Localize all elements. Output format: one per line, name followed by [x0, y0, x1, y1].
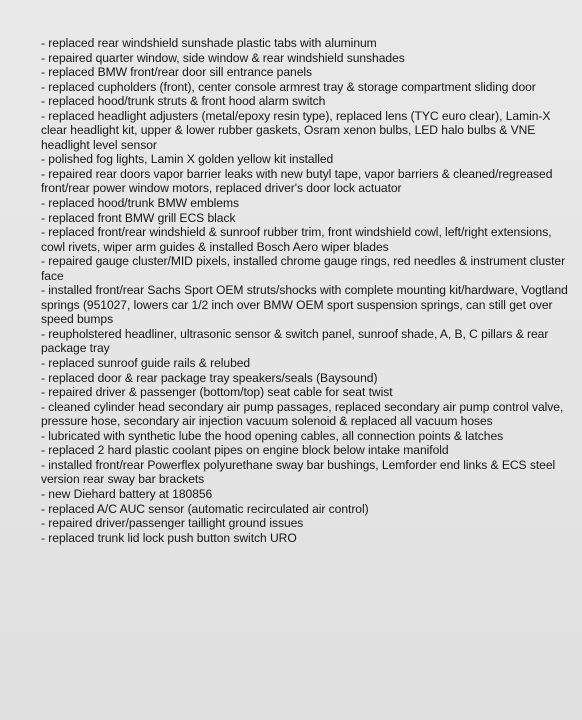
list-item: - new Diehard battery at 180856 [41, 486, 213, 501]
list-item: - lubricated with synthetic lube the hood opening cables, all connection points & latches [41, 428, 504, 443]
list-item: - replaced front BMW grill ECS black [41, 210, 236, 225]
list-item: - replaced door & rear package tray speakers/seals (Baysound) [41, 370, 378, 385]
maintenance-list [41, 36, 571, 545]
list-item: - replaced front/rear windshield & sunroof rubber trim, front windshield cowl, left/right extensions, cowl rivets, wiper arm guides & installed Bosch Aero wiper blades [41, 225, 552, 254]
list-item: - cleaned cylinder head secondary air pump passages, replaced secondary air pump control valve, pressure hose, secondary air injection vacuum solenoid & replaced all vacuum hoses [41, 399, 564, 429]
list-item: - replaced rear windshield sunshade plastic tabs with aluminum [41, 36, 377, 50]
list-item: - reupholstered headliner, ultrasonic sensor & switch panel, sunroof shade, A, B, C pillars & rear package tray [41, 326, 549, 356]
list-item: - replaced hood/trunk struts & front hood alarm switch [41, 94, 326, 109]
list-item: - installed front/rear Sachs Sport OEM struts/shocks with complete mounting kit/hardware, Vogtland springs (951027, lowers car 1/2 inch over BMW OEM sport suspension springs, can still get over speed bumps [41, 283, 568, 327]
list-item: - replaced trunk lid lock push button switch URO [41, 530, 297, 545]
list-item: - repaired driver & passenger (bottom/top) seat cable for seat twist [41, 385, 393, 400]
list-item: - repaired quarter window, side window & rear windshield sunshades [41, 50, 405, 65]
list-item: - replaced BMW front/rear door sill entrance panels [41, 65, 313, 80]
list-item: - repaired gauge cluster/MID pixels, installed chrome gauge rings, red needles & instrument cluster face [41, 254, 566, 283]
list-item: - repaired rear doors vapor barrier leaks with new butyl tape, vapor barriers & cleaned/regreased front/rear power window motors, replaced driver's door lock actuator [41, 166, 553, 196]
list-item: - replaced 2 hard plastic coolant pipes on engine block below intake manifold [41, 443, 449, 458]
list-item: - replaced headlight adjusters (metal/epoxy resin type), replaced lens (TYC euro clear), Lamin-X clear headlight kit, upper & lower rubber gaskets, Osram xenon bulbs, LED halo bulbs & VNE headlight level sensor [41, 108, 551, 152]
list-item: - replaced A/C AUC sensor (automatic recirculated air control) [41, 501, 369, 516]
list-item: - replaced cupholders (front), center console armrest tray & storage compartment sliding door [41, 79, 536, 94]
list-item: - polished fog lights, Lamin X golden yellow kit installed [41, 152, 334, 167]
list-item: - replaced sunroof guide rails & relubed [41, 356, 251, 371]
list-item: - installed front/rear Powerflex polyurethane sway bar bushings, Lemforder end links & ECS steel version rear sway bar brackets [41, 457, 556, 487]
list-item: - replaced hood/trunk BMW emblems [41, 196, 239, 211]
list-item: - repaired driver/passenger taillight ground issues [41, 516, 304, 531]
